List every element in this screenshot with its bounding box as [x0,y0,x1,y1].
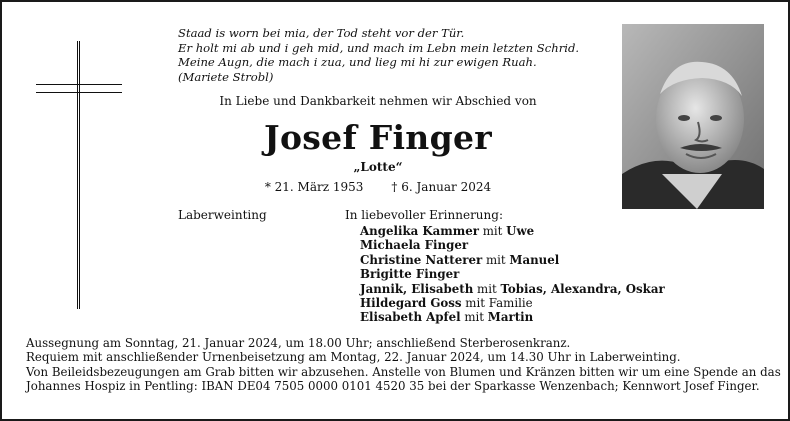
list-item: Michaela Finger [360,238,469,253]
death-date: † 6. Januar 2024 [391,180,492,194]
nickname: „Lotte“ [353,160,403,174]
place-name: Laberweinting [178,208,267,222]
footer-line: Aussegnung am Sonntag, 21. Januar 2024, um 18.00 Uhr; anschließend Sterberosenkranz. [26,336,571,350]
portrait-photo [622,24,764,209]
list-item: Jannik, Elisabeth mit Tobias, Alexandra, Oskar [360,281,665,296]
footer-line: Von Beileidsbezeugungen am Grab bitten wir abzusehen. Anstelle von Blumen und Kränzen bitten wir um eine Spende an das [26,364,781,379]
poem-line: Meine Augn, die mach i zua, und lieg mi hi zur ewigen Ruah. [178,55,537,69]
birth-date: * 21. März 1953 [264,180,364,194]
list-item: Brigitte Finger [360,267,460,282]
cross-icon [77,41,80,309]
poem-line: Staad is worn bei mia, der Tod steht vor der Tür. [178,26,465,40]
poem-author: (Mariete Strobl) [178,69,274,84]
deceased-name: Josef Finger [264,118,492,157]
memory-heading: In liebevoller Erinnerung: [345,208,503,222]
service-details [26,336,781,394]
footer-line: Johannes Hospiz in Pentling: IBAN DE04 7505 0000 0101 4520 35 bei der Sparkasse Wenzenbach; Kennwort Josef Finger. [26,379,760,394]
intro-text: In Liebe und Dankbarkeit nehmen wir Abschied von [219,94,537,108]
list-item: Christine Natterer mit Manuel [360,252,560,267]
life-dates [178,180,578,194]
list-item: Angelika Kammer mit Uwe [360,224,535,238]
poem [178,26,579,84]
list-item: Elisabeth Apfel mit Martin [360,310,534,325]
poem-line: Er holt mi ab und i geh mid, und mach im Lebn mein letzten Schrid. [178,40,580,55]
family-list [360,224,665,325]
footer-line: Requiem mit anschließender Urnenbeisetzung am Montag, 22. Januar 2024, um 14.30 Uhr in Laberweinting. [26,350,681,365]
cross-icon-bar [36,84,122,93]
list-item: Hildegard Goss mit Familie [360,296,533,311]
